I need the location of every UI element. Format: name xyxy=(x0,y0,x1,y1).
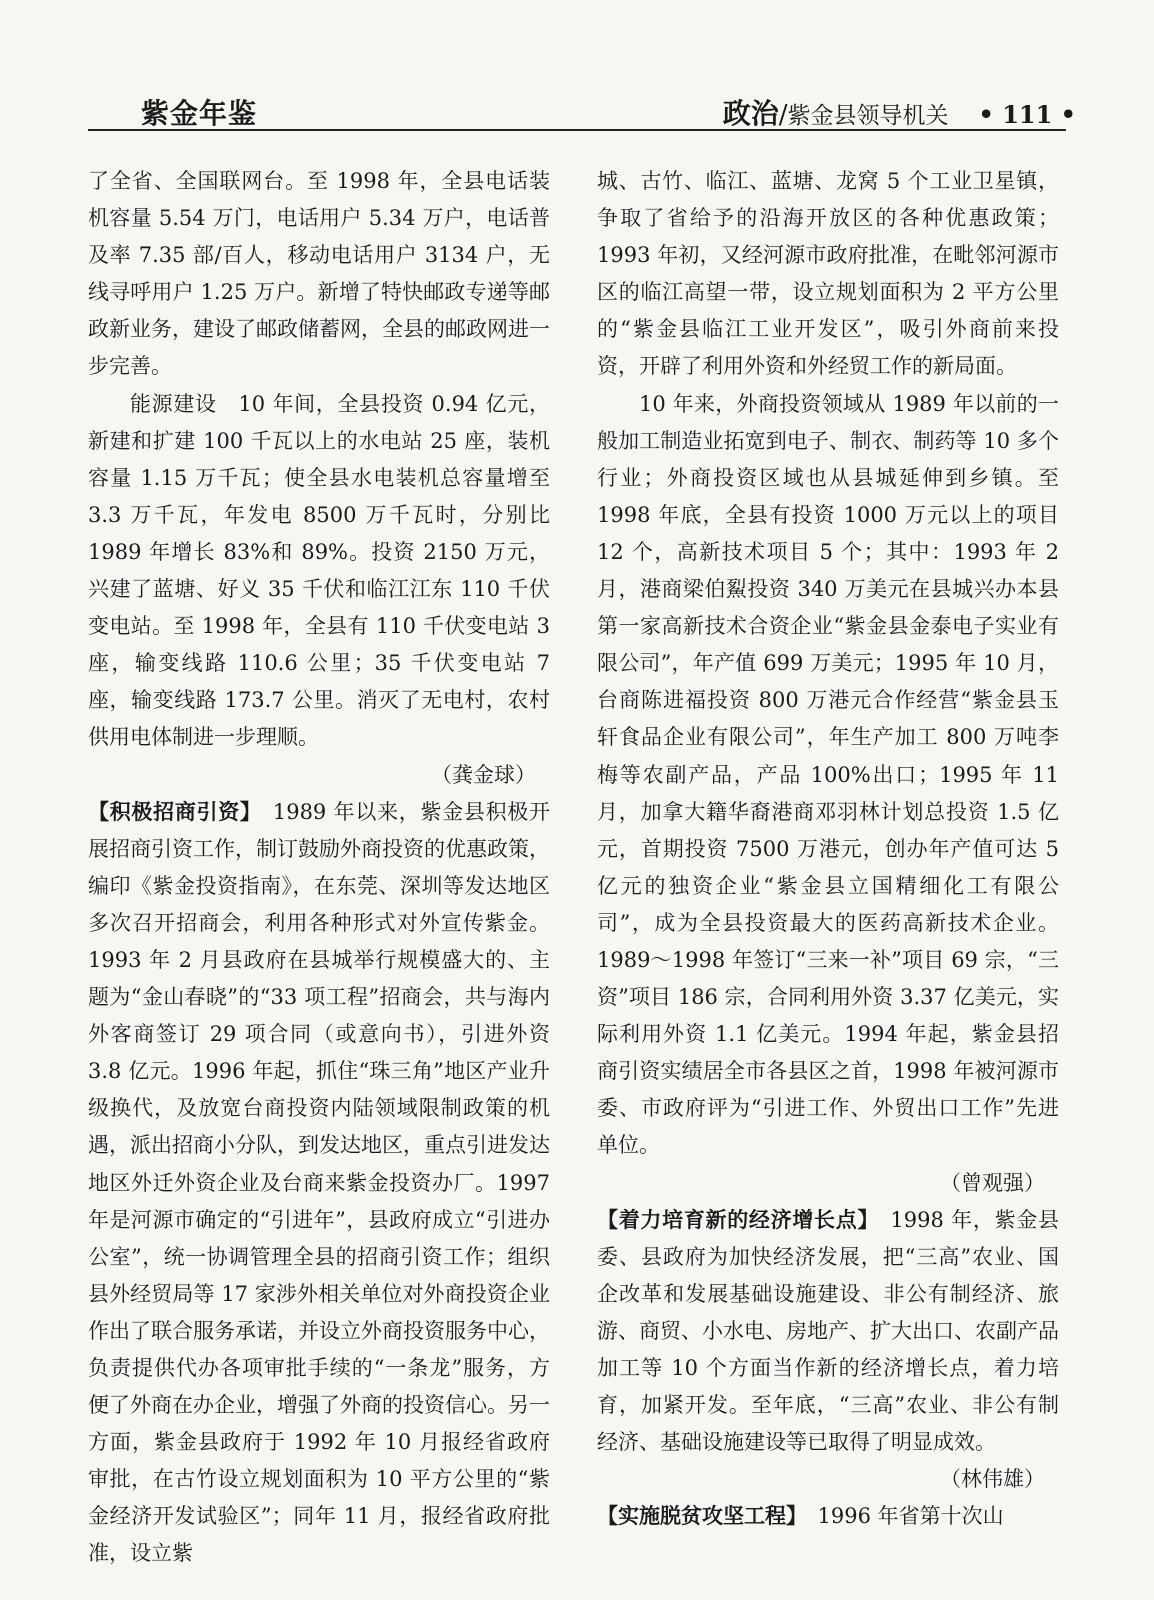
investment-text: 1989 年以来，紫金县积极开展招商引资工作，制订鼓励外商投资的优惠政策，编印《紫金投资指南》，在东莞、深圳等发达地区多次召开招商会，利用各种形式对外宣传紫金。1993 年 2 月县政府在县城举行规模盛大的、主题为“金山春晓”的“33 项工程”招商会，共与海内外客商签订 29 项合同（或意向书），引进外资 3.8 亿元。1996 年起，抓住“珠三角”地区产业升级换代，及放宽台商投资内陆领域限制政策的机遇，派出招商小分队，到发达地区，重点引进发达地区外迁外资企业及台商来紫金投资办厂。1997 年是河源市确定的“引进年”，县政府成立“引进办公室”，统一协调管理全县的招商引资工作；组织县外经贸局等 17 家涉外相关单位对外商投资企业作出了联合服务承诺，并设立外商投资服务中心，负责提供代办各项审批手续的“一条龙”服务，方便了外商在办企业，增强了外商的投资信心。另一方面，紫金县政府于 1992 年 10 月报经省政府审批，在古竹设立规划面积为 10 平方公里的“紫金经济开发试验区”；同年 11 月，报经省政府批准，设立紫 xyxy=(88,799,550,1566)
book-title: 紫金年鉴 xyxy=(141,97,258,130)
page-number: • 111 • xyxy=(978,100,1076,129)
section-separator: / xyxy=(778,100,788,130)
right-column xyxy=(597,163,1059,1583)
investment-heading: 【积极招商引资】 xyxy=(88,799,252,824)
subsection-title: 紫金县领导机关 xyxy=(787,103,949,129)
header-rule xyxy=(88,129,1066,131)
energy-text: 10 年间，全县投资 0.94 亿元，新建和扩建 100 千瓦以上的水电站 25 座，装机容量 1.15 万千瓦；使全县水电装机总容量增至 3.3 万千瓦，年发电 8500 万千瓦时，分别比 1989 年增长 83%和 89%。投资 2150 万元，兴建了蓝塘、好义 35 千伏和临江江东 110 千伏变电站。至 1998 年，全县有 110 千伏变电站 3 座，输变线路 110.6 公里；35 千伏变电站 7 座，输变线路 173.7 公里。消灭了无电村，农村供用电体制进一步理顺。 xyxy=(88,391,550,750)
left-column xyxy=(88,163,550,1583)
poverty-paragraph xyxy=(597,1498,1059,1535)
section-title: 政治 xyxy=(722,97,779,130)
growth-heading: 【着力培育新的经济增长点】 xyxy=(597,1207,869,1232)
page-header xyxy=(0,0,1154,140)
poverty-text: 1996 年省第十次山 xyxy=(796,1504,1004,1529)
poverty-heading: 【实施脱贫攻坚工程】 xyxy=(597,1504,797,1529)
author-credit: （林伟雄） xyxy=(940,1467,1045,1492)
foreign-investment-paragraph: 10 年来，外商投资领域从 1989 年以前的一般加工制造业拓宽到电子、制衣、制药等 10 多个行业；外商投资区域也从县城延伸到乡镇。至 1998 年底，全县有投资 1000 万元以上的项目 12 个，高新技术项目 5 个；其中：1993 年 2 月，港商梁伯鮤投资 340 万美元在县城兴办本县第一家高新技术合资企业“紫金县金泰电子实业有限公司”，年产值 699 万美元；1995 年 10 月，台商陈进福投资 800 万港元合作经营“紫金县玉轩食品企业有限公司”，年生产加工 800 万吨李梅等农副产品，产品 100%出口；1995 年 11 月，加拿大籍华裔港商邓羽林计划总投资 1.5 亿元，首期投资 7500 万港元，创办年产值可达 5 亿元的独资企业“紫金县立国精细化工有限公司”，成为全县投资最大的医药高新技术企业。1989～1998 年签订“三来一补”项目 69 宗，“三资”项目 186 宗，合同利用外资 3.37 亿美元，实际利用外资 1.1 亿美元。1994 年起，紫金县招商引资实绩居全市各县区之首，1998 年被河源市委、市政府评为“引进工作、外贸出口工作”先进单位。 xyxy=(597,391,1059,1158)
growth-paragraph xyxy=(597,1202,1059,1462)
growth-text: 1998 年，紫金县委、县政府为加快经济发展，把“三高”农业、国企改革和发展基础设施建设、非公有制经济、旅游、商贸、小水电、房地产、扩大出口、农副产品加工等 10 个方面当作新的经济增长点，着力培育，加紧开发。至年底，“三高”农业、非公有制经济、基础设施建设等已取得了明显成效。 xyxy=(597,1207,1059,1455)
investment-continued-paragraph: 城、古竹、临江、蓝塘、龙窝 5 个工业卫星镇，争取了省给予的沿海开放区的各种优惠政策；1993 年初，又经河源市政府批准，在毗邻河源市区的临江高望一带，设立规划面积为 2 平方公里的“紫金县临江工业开发区”，吸引外商前来投资，开辟了利用外资和外经贸工作的新局面。 xyxy=(597,169,1059,379)
telecom-paragraph: 了全省、全国联网台。至 1998 年，全县电话装机容量 5.54 万门，电话用户 5.34 万户，电话普及率 7.35 部/百人，移动电话用户 3134 户，无线寻呼用户 1.25 万户。新增了特快邮政专递等邮政新业务，建设了邮政储蓄网，全县的邮政网进一步完善。 xyxy=(88,169,550,379)
running-head xyxy=(723,92,1076,132)
author-credit: （曾观强） xyxy=(940,1170,1045,1195)
author-credit: （龚金球） xyxy=(431,762,536,787)
investment-paragraph xyxy=(88,794,550,1573)
energy-runin-title: 能源建设 xyxy=(130,391,217,416)
energy-paragraph xyxy=(88,386,550,757)
